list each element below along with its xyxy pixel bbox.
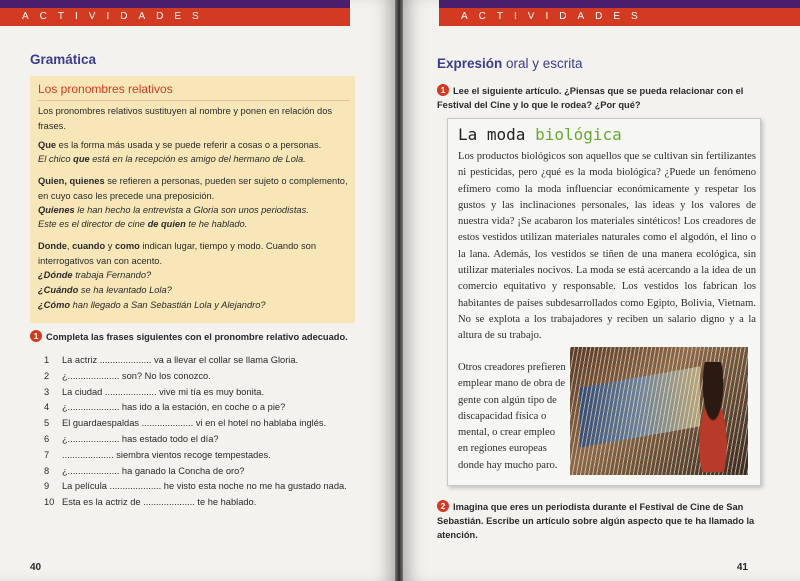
left-banner [0,0,350,26]
exercise-1-number-left: 1 [30,330,42,342]
right-banner [439,0,800,26]
page-number-right: 41 [736,562,748,573]
exercise-1-number-right: 1 [437,84,449,96]
list-item: 2 ¿.................... son? No los conozco. [44,370,211,381]
list-item: 1 La actriz .................... va a llevar el collar se llama Gloria. [44,355,299,365]
grammar-quien: Quien, quienes se refieren a personas, pueden ser sujeto o complemento, en cuyo caso les precede una preposición. [38,176,348,201]
exercise-1-instruction-right: 1 Lee el siguiente artículo. ¿Piensas que se pueda relacionar con el Festival del Cine y lo que le rodea? ¿Por qué? [437,85,744,110]
expression-title: Expresión oral y escrita [437,56,583,71]
exercise-1-instruction-left: 1 Completa las frases siguientes con el pronombre relativo adecuado. [30,330,360,344]
list-item: 9 La película .................... he visto esta noche no me ha gustado nada. [44,481,347,492]
article-body-continued: Otros creadores prefieren emplear mano de obra de gente con algún tipo de discapacidad física o mental, o crear empleo en regiones europeas donde hay mucho paro. [458,362,566,471]
right-banner-label: ACTIVIDADES [439,8,800,26]
list-item: 3 La ciudad .................... vive mi tía es muy bonita. [44,386,265,397]
grammar-box [30,76,355,323]
article-title: La moda biológica [458,125,622,144]
exercise-1-list [44,353,347,511]
list-item: 8 ¿.................... ha ganado la Concha de oro? [44,465,245,476]
book-gutter [395,0,403,581]
grammar-que: Que es la forma más usada y se puede referir a cosas o a personas. [38,140,322,150]
grammar-example-1: ¿Dónde trabaja Fernando? [38,270,152,280]
list-item: 6 ¿.................... has estado todo el día? [44,433,219,444]
grammar-example-2: ¿Cuándo se ha levantado Lola? [38,285,172,295]
left-banner-label: ACTIVIDADES [0,8,350,26]
grammar-quienes-example: Quienes le han hecho la entrevista a Gloria son unos periodistas. [38,205,309,215]
weaving-photo [570,347,748,475]
list-item: 5 El guardaespaldas .................... vi en el hotel no hablaba inglés. [44,418,327,429]
grammar-que-example: El chico que está en la recepción es amigo del hermano de Lola. [38,154,306,164]
list-item: 4 ¿.................... has ido a la estación, en coche o a pie? [44,402,286,413]
grammar-title: Gramática [30,52,97,67]
list-item: 7 .................... siembra vientos recoge tempestades. [44,449,271,460]
grammar-subhead: Los pronombres relativos [38,82,173,96]
page-number-left: 40 [30,562,42,573]
grammar-donde: Donde, cuando y como indican lugar, tiempo y modo. Cuando son interrogativos van con acento. [38,241,317,266]
exercise-2-instruction: 2 Imagina que eres un periodista durante el Festival de Cine de San Sebastián. Escribe un artículo sobre algún aspecto que te ha llamado la atención. [437,501,755,540]
grammar-quien-example: Este es el director de cine de quien te he hablado. [38,219,248,229]
left-page [0,0,395,581]
article-body: Los productos biológicos son aquellos que se cultivan sin fertilizantes ni pesticidas, pero ¿qué es la moda biológica? ¿Puede un fenómeno efímero como la moda influenciar económicamente y respetar los gustos y las inclinaciones personales, las ideas y los valores de nuestra vida? ¡Se acabaron los materiales sintéticos! Los creadores de estos vestidos utilizan materiales naturales como el algodón, el lino o la lana. Además, los vestidos se tiñen de una manera ecológica, sin utilizar materiales nocivos. La moda se está acercando a la idea de un comercio equitativo y responsable. Los vestidos los fabrican los habitantes de países subdesarrollados como Egipto, Bolivia, Vietnam. No se explota a los trabajadores y reciben un salario digno y a la altura de su trabajo. [458,151,756,342]
grammar-example-3: ¿Cómo han llegado a San Sebastián Lola y Alejandro? [38,300,266,310]
list-item: 10 Esta es la actriz de .................... te he hablado. [44,497,257,508]
exercise-2-number: 2 [437,500,449,512]
grammar-intro: Los pronombres relativos sustituyen al nombre y ponen en relación dos frases. [38,106,333,131]
